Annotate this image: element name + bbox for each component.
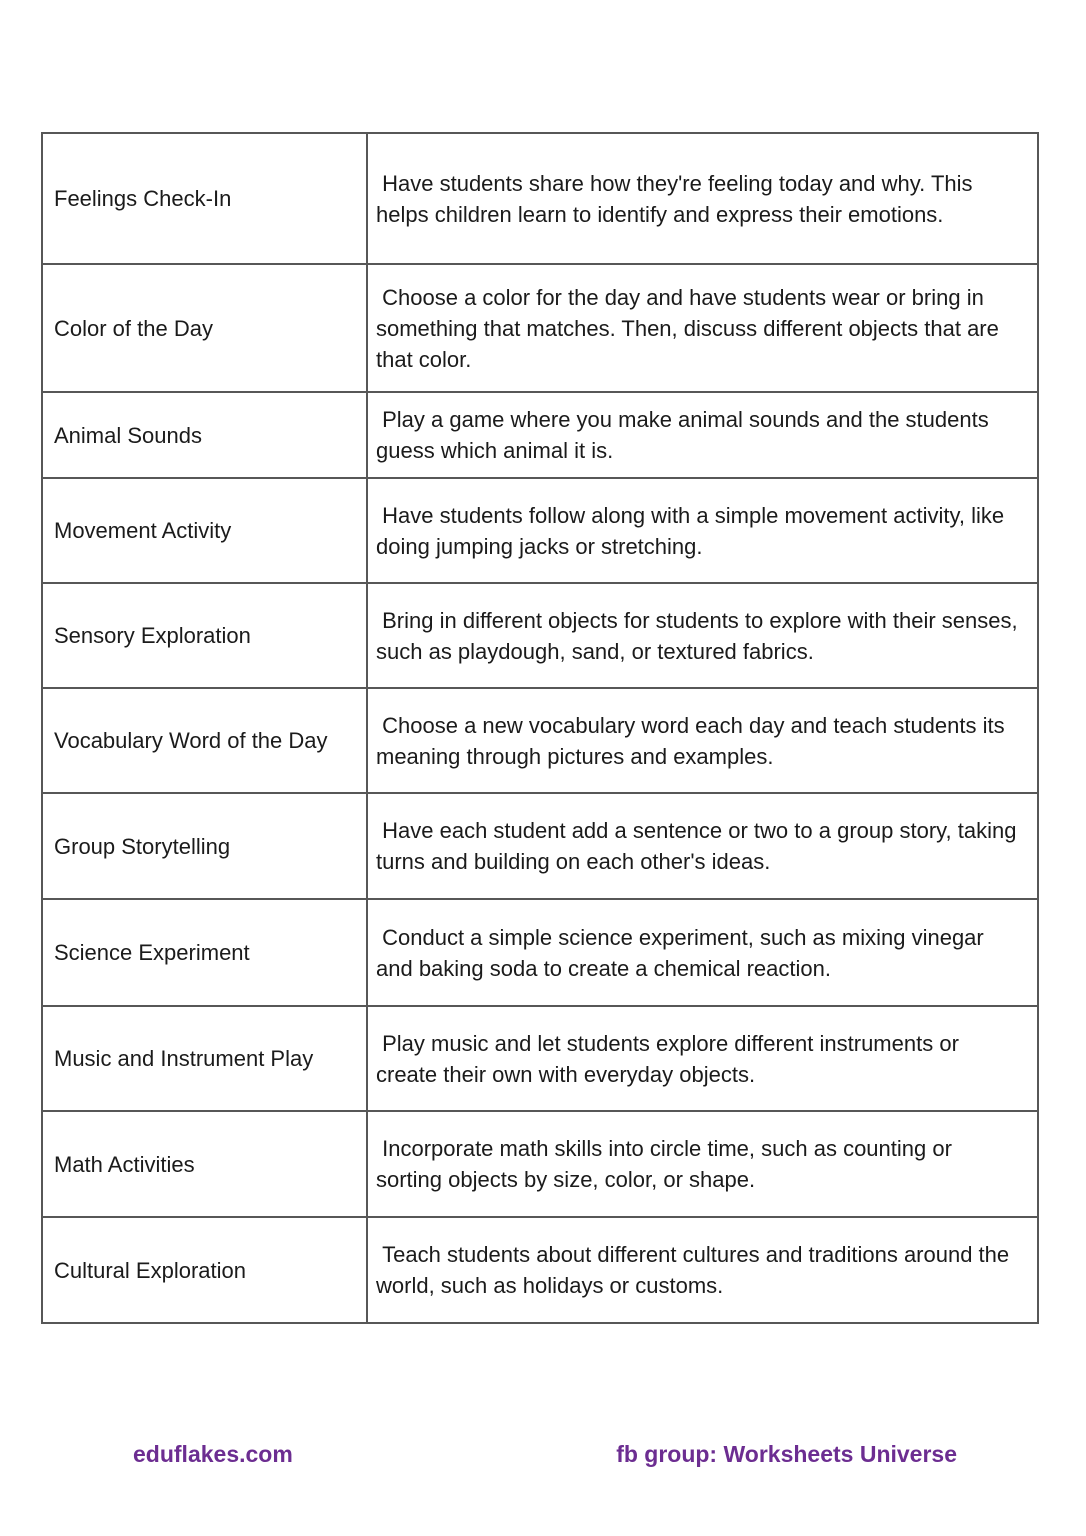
activity-description: Play music and let students explore different instruments or create their own with everyday objects. [367,1006,1038,1111]
activity-description: Have students share how they're feeling today and why. This helps children learn to identify and express their emotions. [367,133,1038,264]
activity-name: Science Experiment [42,899,367,1006]
table-row [42,1111,1038,1217]
activity-name: Animal Sounds [42,392,367,478]
activity-description: Choose a new vocabulary word each day and teach students its meaning through pictures and examples. [367,688,1038,793]
table-row [42,1006,1038,1111]
activity-description: Teach students about different cultures and traditions around the world, such as holidays or customs. [367,1217,1038,1323]
activity-name: Movement Activity [42,478,367,583]
activity-name: Group Storytelling [42,793,367,899]
table-row [42,264,1038,392]
activity-name: Math Activities [42,1111,367,1217]
footer-fb-group-label: fb group: Worksheets Universe [616,1441,957,1467]
activity-description: Have students follow along with a simple movement activity, like doing jumping jacks or stretching. [367,478,1038,583]
activity-name: Vocabulary Word of the Day [42,688,367,793]
activity-description: Conduct a simple science experiment, such as mixing vinegar and baking soda to create a chemical reaction. [367,899,1038,1006]
activity-name: Color of the Day [42,264,367,392]
footer-site-link: eduflakes.com [133,1441,293,1467]
activity-name: Sensory Exploration [42,583,367,688]
activity-name: Music and Instrument Play [42,1006,367,1111]
activity-description: Have each student add a sentence or two to a group story, taking turns and building on each other's ideas. [367,793,1038,899]
table-row [42,1217,1038,1323]
activity-name: Cultural Exploration [42,1217,367,1323]
table-row [42,392,1038,478]
activity-name: Feelings Check-In [42,133,367,264]
activity-description: Choose a color for the day and have students wear or bring in something that matches. Then, discuss different objects that are that color. [367,264,1038,392]
table-row [42,133,1038,264]
table-row [42,583,1038,688]
activity-description: Incorporate math skills into circle time, such as counting or sorting objects by size, color, or shape. [367,1111,1038,1217]
table-row [42,478,1038,583]
table-row [42,688,1038,793]
activities-table [41,132,1039,1324]
activity-description: Play a game where you make animal sounds and the students guess which animal it is. [367,392,1038,478]
table-row [42,793,1038,899]
activity-description: Bring in different objects for students to explore with their senses, such as playdough, sand, or textured fabrics. [367,583,1038,688]
table-row [42,899,1038,1006]
